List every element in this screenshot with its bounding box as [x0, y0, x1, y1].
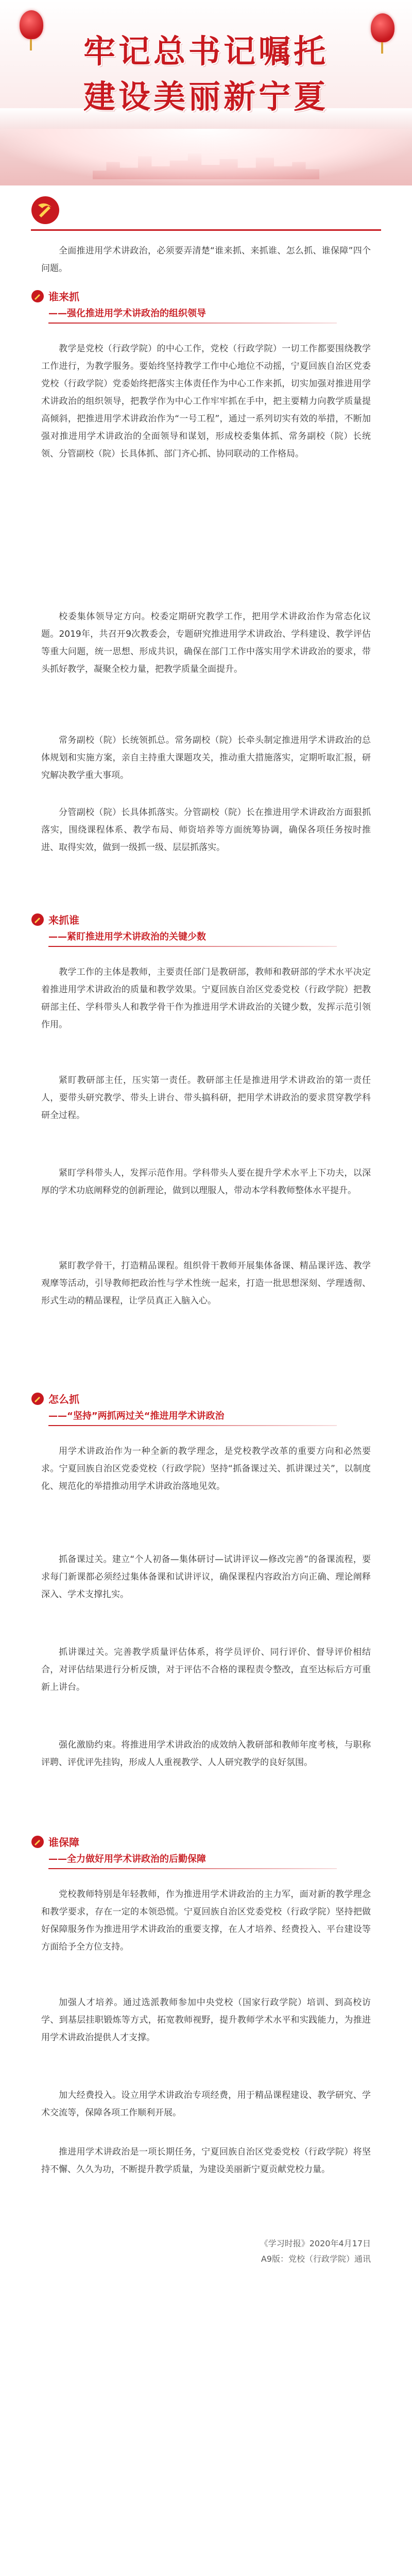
section-title: 怎么抓: [48, 1393, 79, 1405]
section-paragraph: 常务副校（院）长统领抓总。常务副校（院）长牵头制定推进用学术讲政治的总体规划和实施方案，亲自主持重大课题攻关，推动重大措施落实，定期听取汇报，研究解决教学重大事项。: [41, 735, 371, 781]
section-how-to-lead: [31, 1391, 381, 1428]
section-subtitle: ——强化推进用学术讲政治的组织领导: [48, 308, 206, 319]
party-emblem-icon: [31, 290, 44, 303]
section-underline: [48, 1868, 337, 1869]
section-underline: [48, 1425, 337, 1426]
party-emblem-icon: [31, 196, 60, 225]
banner-headline-line1: 牢记总书记嘱托: [83, 32, 329, 70]
section-paragraph: 紧盯学科带头人，发挥示范作用。学科带头人要在提升学术水平上下功夫，以深厚的学术功底阐释党的创新理论，做到以理服人，带动本学科教师整体水平提升。: [41, 1168, 371, 1196]
section-paragraph: 抓讲课过关。完善教学质量评估体系，将学员评价、同行评价、督导评价相结合，对评估结果进行分析反馈，对于评估不合格的课程责令整改，直至达标后方可重新上讲台。: [41, 1647, 371, 1692]
section-paragraph: 用学术讲政治作为一种全新的教学理念，是党校教学改革的重要方向和必然要求。宁夏回族自治区党委党校（行政学院）坚持“抓备课过关、抓讲课过关”，以制度化、规范化的举措推动用学术讲政治落地见效。: [41, 1446, 371, 1492]
header-banner: [0, 0, 412, 185]
section-subtitle: ——全力做好用学术讲政治的后勤保障: [48, 1854, 206, 1865]
section-paragraph: 推进用学术讲政治是一项长期任务，宁夏回族自治区党委党校（行政学院）将坚持不懈、久久为功，不断提升教学质量，为建设美丽新宁夏贡献党校力量。: [41, 2147, 371, 2175]
banner-headline-line2: 建设美丽新宁夏: [83, 78, 329, 115]
section-paragraph: 加强人才培养。通过选派教师参加中央党校（国家行政学院）培训、到高校访学、到基层挂职锻炼等方式，拓宽教师视野，提升教师学术水平和实践能力，为推进用学术讲政治提供人才支撑。: [41, 1997, 371, 2043]
section-paragraph: 教学工作的主体是教师，主要责任部门是教研部，教师和教研部的学术水平决定着推进用学术讲政治的质量和教学效果。宁夏回族自治区党委党校（行政学院）把教研部主任、学科带头人和教学骨干作为推进用学术讲政治的关键少数，发挥示范引领作用。: [41, 967, 371, 1030]
section-paragraph: 紧盯教研部主任，压实第一责任。教研部主任是推进用学术讲政治的第一责任人，要带头研究教学、带头上讲台、带头搞科研，把用学术讲政治的要求贯穿教学科研全过程。: [41, 1075, 371, 1121]
source-line: 《学习时报》2020年4月17日: [260, 2239, 371, 2248]
section-title: 谁保障: [48, 1836, 79, 1849]
party-emblem-icon: [31, 1835, 44, 1849]
source-line: A9版：党校（行政学院）通讯: [261, 2254, 371, 2264]
section-who-is-led: [31, 912, 381, 949]
section-paragraph: 党校教师特别是年轻教师，作为推进用学术讲政治的主力军，面对新的教学理念和教学要求，存在一定的本领恐慌。宁夏回族自治区党委党校（行政学院）坚持把做好保障服务作为推进用学术讲政治的重要支撑，在人才培养、经费投入、平台建设等方面给予全方位支持。: [41, 1889, 371, 1952]
section-paragraph: 分管副校（院）长具体抓落实。分管副校（院）长在推进用学术讲政治方面狠抓落实，围绕课程体系、教学布局、师资培养等方面统筹协调，确保各项任务按时推进、取得实效，做到一级抓一级、层层抓落实。: [41, 807, 371, 853]
section-title: 谁来抓: [48, 291, 79, 303]
section-title: 来抓谁: [48, 914, 79, 926]
section-underline: [48, 946, 337, 947]
party-emblem-icon: [31, 1392, 44, 1405]
section-paragraph: 紧盯教学骨干，打造精品课程。组织骨干教师开展集体备课、精品课评选、教学观摩等活动，引导教师把政治性与学术性统一起来，打造一批思想深刻、学理透彻、形式生动的精品课程，让学员真正入脑入心。: [41, 1261, 371, 1306]
section-paragraph: 强化激励约束。将推进用学术讲政治的成效纳入教研部和教师年度考核，与职称评聘、评优评先挂钩，形成人人重视教学、人人研究教学的良好氛围。: [41, 1740, 371, 1768]
section-subtitle: ——紧盯推进用学术讲政治的关键少数: [48, 931, 206, 942]
section-paragraph: 抓备课过关。建立“个人初备—集体研讨—试讲评议—修改完善”的备课流程，要求每门新课都必须经过集体备课和试讲评议，确保课程内容政治方向正确、理论阐释深入、学术支撑扎实。: [41, 1554, 371, 1600]
source-citation: [260, 2236, 371, 2267]
section-who-supports: [31, 1834, 381, 1871]
emblem-rule: [31, 229, 381, 231]
section-subtitle: ——“坚持”两抓两过关“推进用学术讲政治: [48, 1411, 225, 1421]
section-paragraph: 校委集体领导定方向。校委定期研究教学工作，把用学术讲政治作为常态化议题。2019年，共召开9次教委会，专题研究推进用学术讲政治、学科建设、教学评估等重大问题，统一思想、形成共识，确保在部门工作中落实用学术讲政治的要求，带头抓好教学，凝聚全校力量，把教学质量全面提升。: [41, 612, 371, 674]
section-paragraph: 加大经费投入。设立用学术讲政治专项经费，用于精品课程建设、教学研究、学术交流等，保障各项工作顺利开展。: [41, 2090, 371, 2118]
section-paragraph: 教学是党校（行政学院）的中心工作，党校（行政学院）一切工作都要围绕教学工作进行，为教学服务。要始终坚持教学工作中心地位不动摇，宁夏回族自治区党委党校（行政学院）党委始终把落实主体责任作为中心工作来抓，切实加强对推进用学术讲政治的组织领导，把教学作为中心工作牢牢抓在手中，把主要精力向教学质量提高倾斜，把推进用学术讲政治作为“一号工程”，通过一系列切实有效的举措，不断加强对推进用学术讲政治的全面领导和谋划，形成校委集体抓、常务副校（院）长统领、分管副校（院）长具体抓、部门齐心抓、协同联动的工作格局。: [41, 344, 371, 459]
intro-paragraph: 全面推进用学术讲政治，必须要弄清楚“谁来抓、来抓谁、怎么抓、谁保障”四个问题。: [41, 246, 371, 274]
section-underline: [48, 323, 337, 324]
section-who-leads: [31, 289, 381, 326]
party-emblem-icon: [31, 913, 44, 926]
